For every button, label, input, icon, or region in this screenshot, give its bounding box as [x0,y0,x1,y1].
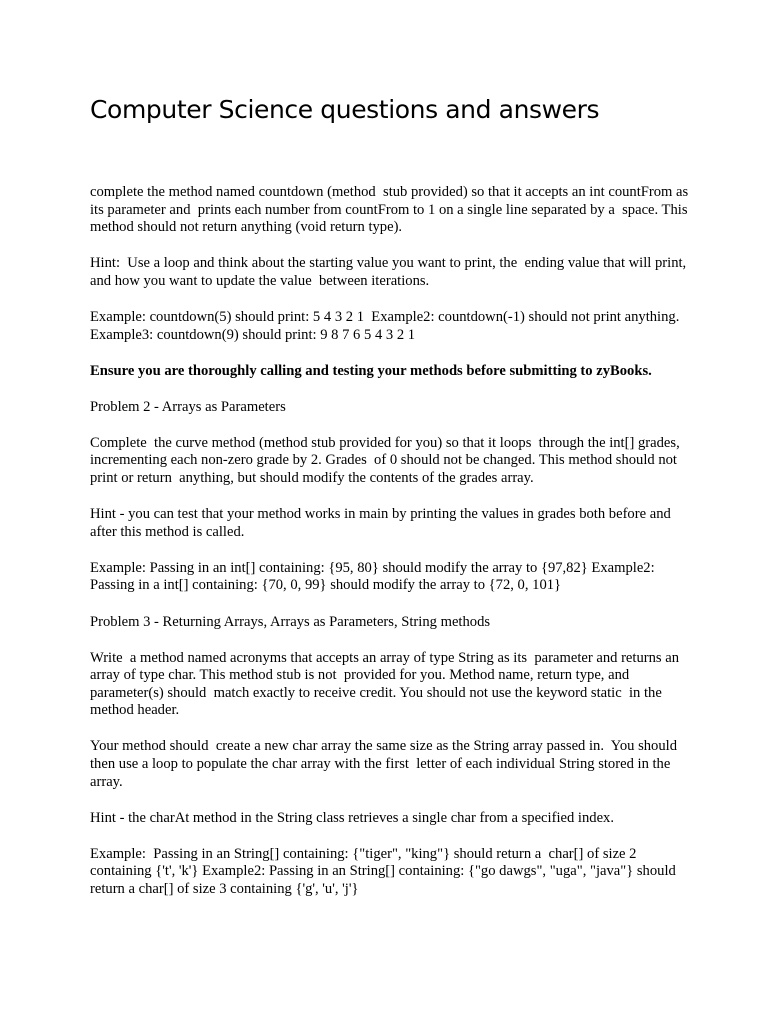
document-body [90,184,690,917]
paragraph-countdown-description: complete the method named countdown (method stub provided) so that it accepts an int countFrom as its parameter and prints each number from countFrom to 1 on a single line separated by a space. This method should not return anything (void return type). [90,184,692,236]
paragraph-acronyms-description: Write a method named acronyms that accepts an array of type String as its parameter and returns an array of type char. This method stub is not provided for you. Method name, return type, and parameter(s) should match exactly to receive credit. You should not use the keyword static in the method header. [90,649,683,719]
paragraph-curve-example: Example: Passing in an int[] containing: {95, 80} should modify the array to {97,82} Example2: Passing in a int[] containing: {70, 0, 99} should modify the array to {72, 0, 101} [90,559,659,594]
paragraph-acronyms-hint: Hint - the charAt method in the String class retrieves a single char from a specified index. [90,809,614,826]
paragraph-testing-notice: Ensure you are thoroughly calling and testing your methods before submitting to zyBooks. [90,362,652,379]
paragraph-countdown-hint: Hint: Use a loop and think about the starting value you want to print, the ending value that will print, and how you want to update the value between iterations. [90,255,690,289]
paragraph-curve-description: Complete the curve method (method stub provided for you) so that it loops through the int[] grades, incrementing each non-zero grade by 2. Grades of 0 should not be changed. This method should not print or return anything, but should modify the contents of the grades array. [90,434,684,487]
paragraph-curve-hint: Hint - you can test that your method works in main by printing the values in grades both before and after this method is called. [90,506,675,540]
page-title: Computer Science questions and answers [90,95,600,124]
paragraph-acronyms-example: Example: Passing in an String[] containing: {"tiger", "king"} should return a char[] of size 2 containing {'t', 'k'} Example2: Passing in an String[] containing: {"go dawgs", "uga", "java"} should return a char[] of size 3 containing {'g', 'u', 'j'} [90,845,680,898]
paragraph-countdown-example: Example: countdown(5) should print: 5 4 3 2 1 Example2: countdown(-1) should not print anything. Example3: countdown(9) should print: 9 8 7 6 5 4 3 2 1 [90,308,684,343]
problem-3-heading: Problem 3 - Returning Arrays, Arrays as Parameters, String methods [90,613,491,630]
paragraph-acronyms-details: Your method should create a new char array the same size as the String array passed in. You should then use a loop to populate the char array with the first letter of each individual String stored in the array. [90,738,681,790]
problem-2-heading: Problem 2 - Arrays as Parameters [90,398,286,415]
